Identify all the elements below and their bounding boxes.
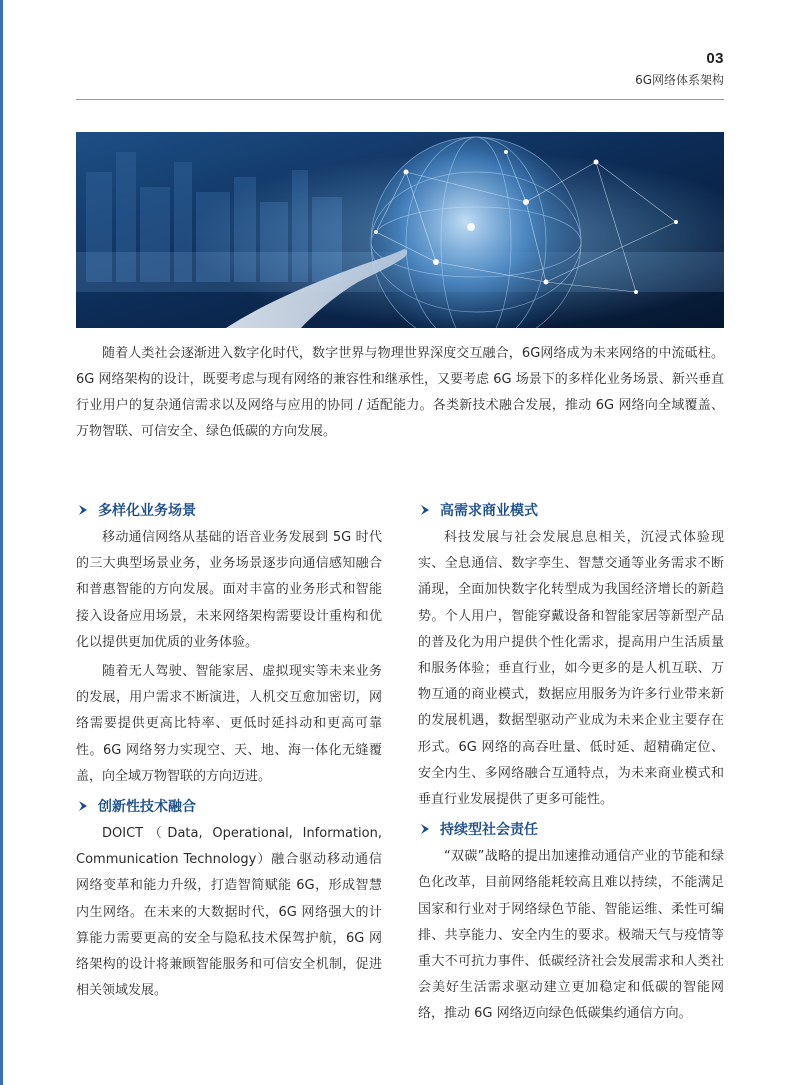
heading-business-model [418,497,724,523]
heading-tech-fusion [76,793,382,819]
paragraph: 科技发展与社会发展息息相关，沉浸式体验现实、全息通信、数字孪生、智慧交通等业务需求不断涌现，全面加快数字化转型成为我国经济增长的新趋势。个人用户，智能穿戴设备和智能家居等新型产品的普及化为用户提供个性化需求，提高用户生活质量和服务体验；垂直行业，如今更多的是人机互联、万物互通的商业模式，数据应用服务为许多行业带来新的发展机遇，数据型驱动产业成为未来企业主要存在形式。6G 网络的高吞吐量、低时延、超精确定位、安全内生、多网络融合互通特点，为未来商业模式和垂直行业发展提供了更多可能性。 [418,530,724,808]
left-margin-rule [0,0,3,1085]
paragraph: 随着无人驾驶、智能家居、虚拟现实等未来业务的发展，用户需求不断演进，人机交互愈加密切，网络需要提供更高比特率、更低时延抖动和更高可靠性。6G 网络努力实现空、天、地、海一体化无缝覆盖，向全域万物智联的方向迈进。 [76,664,382,784]
page-number: 03 [706,50,724,67]
heading-social-responsibility [418,816,724,842]
globe-network-icon [76,132,724,328]
heading-diverse-scenarios [76,497,382,523]
section-title: 6G网络体系架构 [635,73,724,87]
left-column [76,497,382,1007]
chevron-right-icon [76,503,90,517]
right-column [418,497,724,1031]
intro-paragraph: 随着人类社会逐渐进入数字化时代，数字世界与物理世界深度交互融合，6G网络成为未来网络的中流砥柱。6G 网络架构的设计，既要考虑与现有网络的兼容性和继承性，又要考虑 6G 场景下的多样化业务场景、新兴垂直行业用户的复杂通信需求以及网络与应用的协同 / 适配能力。各类新技术融合发展，推动 6G 网络向全域覆盖、万物智联、可信安全、绿色低碳的方向发展。 [76,346,724,439]
chevron-right-icon [76,799,90,813]
page-header [635,50,724,88]
paragraph: 移动通信网络从基础的语音业务发展到 5G 时代的三大典型场景业务，业务场景逐步向通信感知融合和普惠智能的方向发展。面对丰富的业务形式和智能接入设备应用场景，未来网络架构需要设计重构和优化以提供更加优质的业务体验。 [76,530,382,650]
heading-text: 多样化业务场景 [98,503,196,519]
paragraph: “双碳”战略的提出加速推动通信产业的节能和绿色化改革，目前网络能耗较高且难以持续，不能满足国家和行业对于网络绿色节能、智能运维、柔性可编排、共享能力、安全内生的要求。极端天气与疫情等重大不可抗力事件、低碳经济社会发展需求和人类社会美好生活需求驱动建立更加稳定和低碳的智能网络，推动 6G 网络迈向绿色低碳集约通信方向。 [418,849,724,1022]
heading-text: 高需求商业模式 [440,503,538,519]
paragraph: DOICT（Data, Operational, Information, Communication Technology）融合驱动移动通信网络变革和能力升级，打造智简赋能 6G，形成智慧内生网络。在未来的大数据时代，6G 网络强大的计算能力需要更高的安全与隐私技术保驾护航，6G 网络架构的设计将兼顾智能服务和可信安全机制，促进相关领域发展。 [76,826,382,999]
hero-image [76,132,724,328]
chevron-right-icon [418,822,432,836]
heading-text: 持续型社会责任 [440,822,538,839]
header-divider [76,99,724,100]
chevron-right-icon [418,503,432,517]
heading-text: 创新性技术融合 [98,799,196,816]
